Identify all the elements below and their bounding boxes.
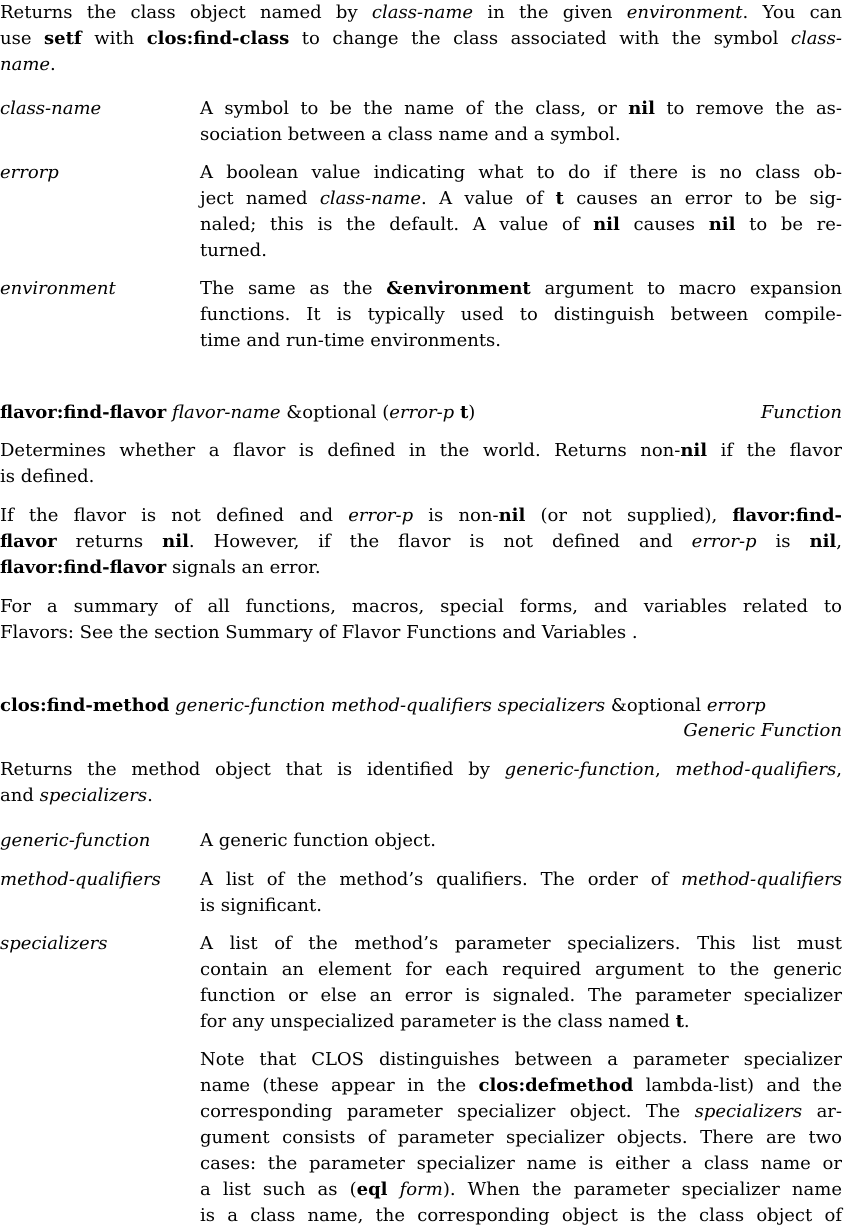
find-method-description-line: Returns the method object that is identified by generic-function, method-qualifiers,: [0, 759, 843, 780]
note-line: is a class name, the corresponding object is the class object of: [200, 1205, 842, 1226]
find-flavor-paragraph-line: is defined.: [0, 466, 95, 487]
arg-description-line: ject named class-name. A value of t causes an error to be sig-: [200, 188, 842, 209]
arg-description-line: time and run-time environments.: [200, 330, 502, 351]
function-name: flavor:find-flavor: [0, 402, 167, 423]
arg-description-line: sociation between a class name and a symbol.: [200, 124, 621, 145]
arg-term-errorp: errorp: [0, 162, 59, 183]
find-flavor-paragraph-line: flavor returns nil. However, if the flavor is not defined and error-p is nil,: [0, 531, 842, 552]
find-method-heading: clos:find-method generic-function method-qualifiers specializers &optional errorp: [0, 695, 766, 716]
arg-description-line: contain an element for each required argument to the generic: [200, 959, 842, 980]
arg-term-class-name: class-name: [0, 98, 102, 119]
arg-description-line: is significant.: [200, 895, 322, 916]
find-flavor-heading: flavor:find-flavor flavor-name &optional (error-p t): [0, 402, 476, 423]
note-line: a list such as (eql form). When the parameter specializer name: [200, 1179, 842, 1200]
arg-description-line: A symbol to be the name of the class, or nil to remove the as-: [200, 98, 842, 119]
arg-description-line: naled; this is the default. A value of nil causes nil to be re-: [200, 214, 843, 235]
note-line: name (these appear in the clos:defmethod lambda-list) and the: [200, 1075, 842, 1096]
arg-term-generic-function: generic-function: [0, 830, 151, 851]
find-method-description-line: and specializers.: [0, 785, 153, 806]
arg-term-specializers: specializers: [0, 933, 108, 954]
arg-description-line: A generic function object.: [200, 830, 437, 851]
arg-description-line: A list of the method’s qualifiers. The order of method-qualifiers: [200, 869, 842, 890]
find-class-description-line: use setf with clos:find-class to change the class associated with the symbol class-: [0, 28, 842, 49]
arg-description-line: functions. It is typically used to distinguish between compile-: [200, 304, 842, 325]
note-line: Note that CLOS distinguishes between a parameter specializer: [200, 1049, 842, 1070]
summary-section-link[interactable]: Flavors: See the section Summary of Flavor Functions and Variables .: [0, 622, 638, 643]
find-class-description-line: Returns the class object named by class-name in the given environment. You can: [0, 2, 842, 23]
arg-description-line: The same as the &environment argument to macro expansion: [200, 278, 842, 299]
arg-description-line: turned.: [200, 240, 267, 261]
function-type-label: Function: [760, 402, 842, 423]
find-flavor-paragraph-line: For a summary of all functions, macros, special forms, and variables related to: [0, 596, 842, 617]
find-flavor-paragraph-line: Determines whether a flavor is defined in the world. Returns non-nil if the flavor: [0, 440, 842, 461]
function-type-label: Generic Function: [683, 720, 842, 741]
find-class-description-line: name.: [0, 54, 56, 75]
note-line: corresponding parameter specializer object. The specializers ar-: [200, 1101, 842, 1122]
arg-description-line: A list of the method’s parameter specializers. This list must: [200, 933, 842, 954]
arg-term-environment: environment: [0, 278, 116, 299]
find-flavor-paragraph-line: If the flavor is not defined and error-p is non-nil (or not supplied), flavor:find-: [0, 505, 842, 526]
arg-description-line: function or else an error is signaled. The parameter specializer: [200, 985, 842, 1006]
find-flavor-paragraph-line: flavor:find-flavor signals an error.: [0, 557, 321, 578]
arg-description-line: A boolean value indicating what to do if there is no class ob-: [200, 162, 842, 183]
arg-term-method-qualifiers: method-qualifiers: [0, 869, 161, 890]
note-line: cases: the parameter specializer name is either a class name or: [200, 1153, 842, 1174]
arg-description-line: for any unspecialized parameter is the class named t.: [200, 1011, 690, 1032]
note-line: gument consists of parameter specializer objects. There are two: [200, 1127, 842, 1148]
function-name: clos:find-method: [0, 695, 170, 716]
